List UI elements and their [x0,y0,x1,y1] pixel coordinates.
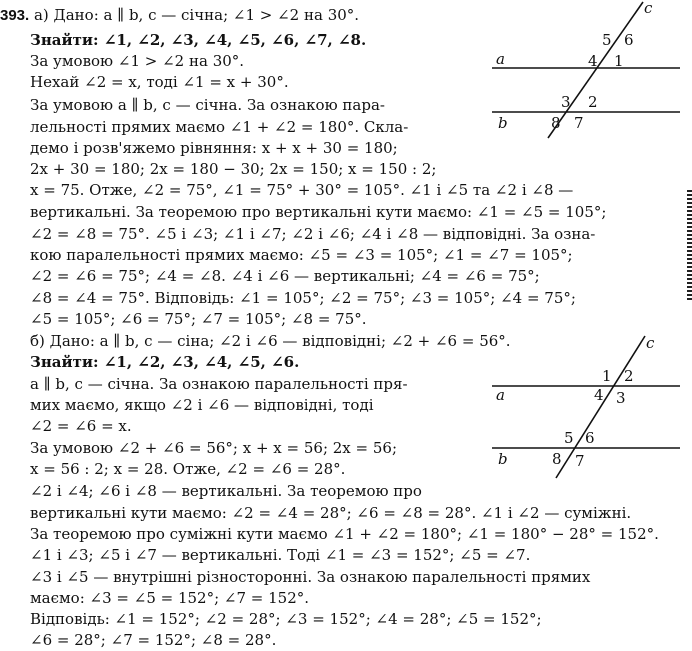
figure-a-angle-4: 4 [588,52,598,70]
text-line-a-3: Нехай ∠2 = x, тоді ∠1 = x + 30°. [30,73,289,91]
figure-a-label-b: b [498,114,508,132]
text-line-b-6: x = 56 : 2; x = 28. Отже, ∠2 = ∠6 = 28°. [30,460,346,478]
figure-a-angle-8: 8 [551,114,561,132]
figure-a-label-a: a [496,50,505,68]
figure-a-label-c: c [644,0,653,17]
figure-b-angle-5: 5 [564,429,574,447]
figure-b-label-a: a [496,386,505,404]
text-line-b-13: Відповідь: ∠1 = 152°; ∠2 = 28°; ∠3 = 152°; ∠4 = 28°; ∠5 = 152°; [30,610,542,628]
text-line-a-8: x = 75. Отже, ∠2 = 75°, ∠1 = 75° + 30° = 105°. ∠1 і ∠5 та ∠2 і ∠8 — [30,181,574,199]
text-line-a-5: лельності прямих маємо ∠1 + ∠2 = 180°. Скла- [30,118,409,136]
part-a-given: а) Дано: a ∥ b, c — січна; ∠1 > ∠2 на 30°. [33,6,360,24]
figure-b-angle-4: 4 [594,386,604,404]
figure-b-angle-1: 1 [602,367,612,385]
text-line-b-4: ∠2 = ∠6 = x. [30,417,132,435]
page-edge-marks [687,190,692,300]
text-line-a-1: Знайти: ∠1, ∠2, ∠3, ∠4, ∠5, ∠6, ∠7, ∠8. [30,31,367,49]
text-line-a-2: За умовою ∠1 > ∠2 на 30°. [30,52,245,70]
figure-a-angle-5: 5 [602,31,612,49]
text-line-b-8: вертикальні кути маємо: ∠2 = ∠4 = 28°; ∠6 = ∠8 = 28°. ∠1 і ∠2 — суміжні. [30,504,632,522]
text-line-a-13: ∠8 = ∠4 = 75°. Відповідь: ∠1 = 105°; ∠2 = 75°; ∠3 = 105°; ∠4 = 75°; [30,289,576,307]
text-line-a-11: кою паралельності прямих маємо: ∠5 = ∠3 = 105°; ∠1 = ∠7 = 105°; [30,246,573,264]
figure-b-angle-8: 8 [552,450,562,468]
figure-b-label-c: c [646,334,655,352]
text-line-a-9: вертикальні. За теоремою про вертикальні кути маємо: ∠1 = ∠5 = 105°; [30,203,607,221]
figure-a-angle-7: 7 [574,114,584,132]
text-line-b-9: За теоремою про суміжні кути маємо ∠1 + ∠2 = 180°; ∠1 = 180° − 28° = 152°. [30,525,659,543]
text-line-a-4: За умовою a ∥ b, c — січна. За ознакою пара- [30,96,385,114]
figure-b-angle-7: 7 [575,452,585,470]
text-line-b-11: ∠3 і ∠5 — внутрішні різносторонні. За ознакою паралельності прямих [30,568,591,586]
text-line-b-2: a ∥ b, c — січна. За ознакою паралельності пря- [30,375,408,393]
problem-number: 393. [0,7,30,24]
figure-a-angle-1: 1 [614,52,624,70]
text-line-a-7: 2x + 30 = 180; 2x = 180 − 30; 2x = 150; x = 150 : 2; [30,160,437,178]
figure-b-label-b: b [498,450,508,468]
text-line-b-0: б) Дано: a ∥ b, c — сіна; ∠2 і ∠6 — відповідні; ∠2 + ∠6 = 56°. [30,332,511,350]
text-line-a-12: ∠2 = ∠6 = 75°; ∠4 = ∠8. ∠4 і ∠6 — вертикальні; ∠4 = ∠6 = 75°; [30,267,540,285]
figure-b-angle-6: 6 [585,429,595,447]
text-line-b-14: ∠6 = 28°; ∠7 = 152°; ∠8 = 28°. [30,631,277,649]
text-line-a-14: ∠5 = 105°; ∠6 = 75°; ∠7 = 105°; ∠8 = 75°. [30,310,367,328]
figure-a-angle-3: 3 [561,93,571,111]
text-line-b-1: Знайти: ∠1, ∠2, ∠3, ∠4, ∠5, ∠6. [30,353,300,371]
figure-a-angle-2: 2 [588,93,598,111]
figure-a-angle-6: 6 [624,31,634,49]
figure-b-line-c [556,336,645,478]
figure-b-angle-3: 3 [616,389,626,407]
text-line-a-6: демо і розв'яжемо рівняння: x + x + 30 = 180; [30,139,398,157]
text-line-b-7: ∠2 і ∠4; ∠6 і ∠8 — вертикальні. За теоремою про [30,482,422,500]
text-line-a-10: ∠2 = ∠8 = 75°. ∠5 і ∠3; ∠1 і ∠7; ∠2 і ∠6; ∠4 і ∠8 — відповідні. За озна- [30,225,596,243]
text-line-b-5: За умовою ∠2 + ∠6 = 56°; x + x = 56; 2x = 56; [30,439,398,457]
text-line-b-10: ∠1 і ∠3; ∠5 і ∠7 — вертикальні. Тоді ∠1 = ∠3 = 152°; ∠5 = ∠7. [30,546,531,564]
text-line-b-3: мих маємо, якщо ∠2 і ∠6 — відповідні, тоді [30,396,374,414]
text-line-b-12: маємо: ∠3 = ∠5 = 152°; ∠7 = 152°. [30,589,310,607]
figure-b-angle-2: 2 [624,367,634,385]
